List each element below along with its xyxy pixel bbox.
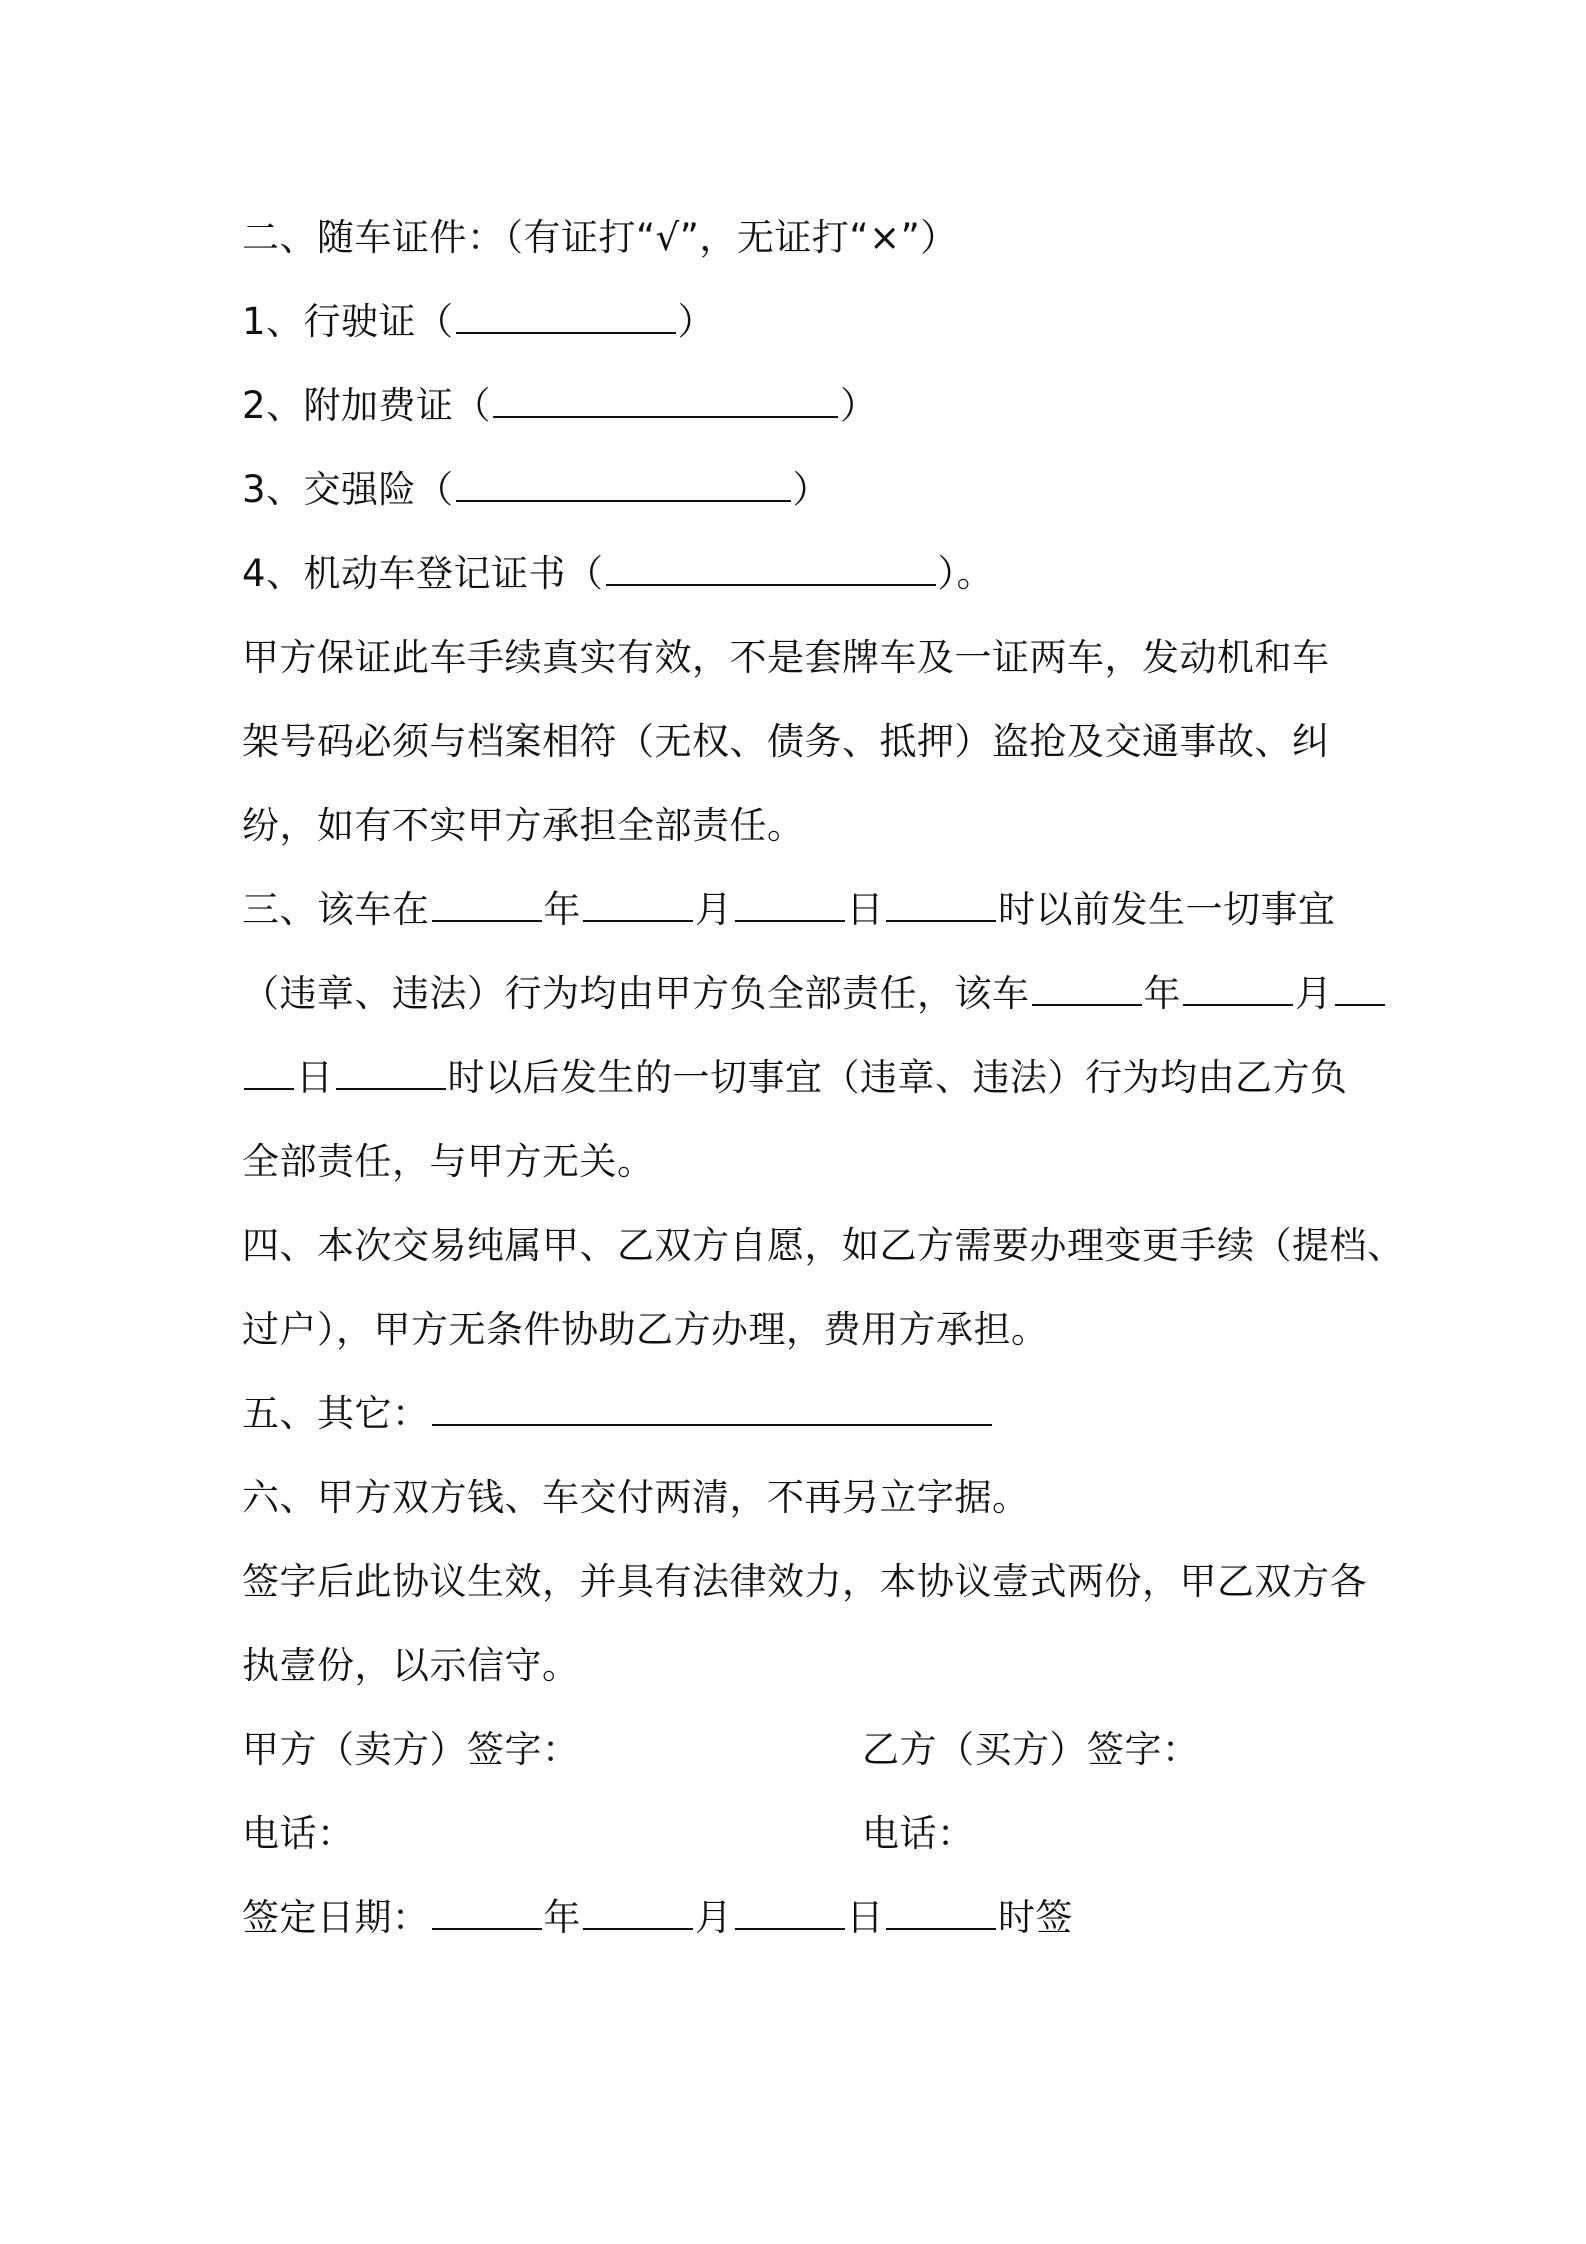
section3-line1 (242, 868, 1362, 952)
item-close: ） (677, 300, 716, 343)
section3-line4: 全部责任，与甲方无关。 (242, 1140, 655, 1183)
signature-row (242, 1708, 1362, 1792)
month-label: 月 (695, 1896, 733, 1939)
blank-field (432, 1386, 992, 1426)
blank-field (606, 546, 936, 586)
item-registration-certificate (242, 532, 1362, 616)
mid-text: （违章、违法）行为均由甲方负全部责任，该车 (242, 972, 1030, 1015)
year-label: 年 (1143, 972, 1181, 1015)
blank-field (735, 1890, 845, 1930)
party-b-signature-label: 乙方（买方）签字： (862, 1728, 1200, 1771)
item-close: ） (840, 384, 878, 427)
item-close: ）。 (937, 552, 995, 595)
party-a-phone-label: 电话： (242, 1812, 355, 1855)
item-compulsory-insurance (242, 448, 1362, 532)
before-text: 时以前发生一切事宜 (998, 888, 1336, 931)
section5-line (242, 1372, 1362, 1456)
sign-date-line (242, 1876, 1362, 1960)
item-label: 3、交强险（ (242, 468, 454, 511)
item-label: 1、行驶证（ (242, 300, 454, 343)
item-driving-license (242, 280, 1362, 364)
section4-line2: 过户），甲方无条件协助乙方办理，费用方承担。 (242, 1308, 1049, 1351)
item-label: 4、机动车登记证书（ (242, 552, 604, 595)
blank-field (735, 882, 845, 922)
blank-field (456, 462, 791, 502)
day-label: 日 (296, 1056, 334, 1099)
blank-field (1335, 966, 1385, 1006)
blank-field (1183, 966, 1293, 1006)
blank-field (244, 1050, 294, 1090)
item-surcharge-certificate (242, 364, 1362, 448)
month-label: 月 (1295, 972, 1333, 1015)
blank-field (583, 882, 693, 922)
after-text: 时以后发生的一切事宜（违章、违法）行为均由乙方负 (447, 1056, 1348, 1099)
month-label: 月 (695, 888, 733, 931)
item-close: ） (792, 468, 831, 511)
item-label: 2、附加费证（ (242, 384, 492, 427)
day-label: 日 (846, 888, 884, 931)
section5-label: 五、其它： (242, 1392, 430, 1435)
party-a-signature-label: 甲方（卖方）签字： (242, 1728, 580, 1771)
section3-lead: 三、该车在 (242, 888, 430, 931)
blank-field (583, 1890, 693, 1930)
sign-date-label: 签定日期： (242, 1896, 430, 1939)
day-label: 日 (846, 1896, 884, 1939)
blank-field (432, 882, 542, 922)
sign-end-label: 时签 (998, 1896, 1073, 1939)
blank-field (1032, 966, 1142, 1006)
section2-title: 二、随车证件：（有证打“√”，无证打“×”） (242, 216, 958, 259)
section3-line2 (242, 952, 1362, 1036)
blank-field (886, 1890, 996, 1930)
year-label: 年 (543, 1896, 581, 1939)
blank-field (493, 378, 838, 418)
effect-line1: 签字后此协议生效，并具有法律效力，本协议壹式两份，甲乙双方各 (242, 1560, 1367, 1603)
effect-line2: 执壹份，以示信守。 (242, 1644, 580, 1687)
blank-field (432, 1890, 542, 1930)
section3-line3 (242, 1036, 1362, 1120)
blank-field (336, 1050, 446, 1090)
guarantee-paragraph: 甲方保证此车手续真实有效，不是套牌车及一证两车，发动机和车架号码必须与档案相符（无权、债务、抵押）盗抢及交通事故、纠纷，如有不实甲方承担全部责任。 (242, 636, 1330, 847)
blank-field (886, 882, 996, 922)
contract-page (242, 196, 1405, 1960)
section4-line1: 四、本次交易纯属甲、乙双方自愿，如乙方需要办理变更手续（提档、 (242, 1224, 1405, 1267)
section6-line: 六、甲方双方钱、车交付两清，不再另立字据。 (242, 1476, 1030, 1519)
year-label: 年 (543, 888, 581, 931)
blank-field (456, 294, 676, 334)
phone-row (242, 1792, 1362, 1876)
party-b-phone-label: 电话： (862, 1812, 975, 1855)
